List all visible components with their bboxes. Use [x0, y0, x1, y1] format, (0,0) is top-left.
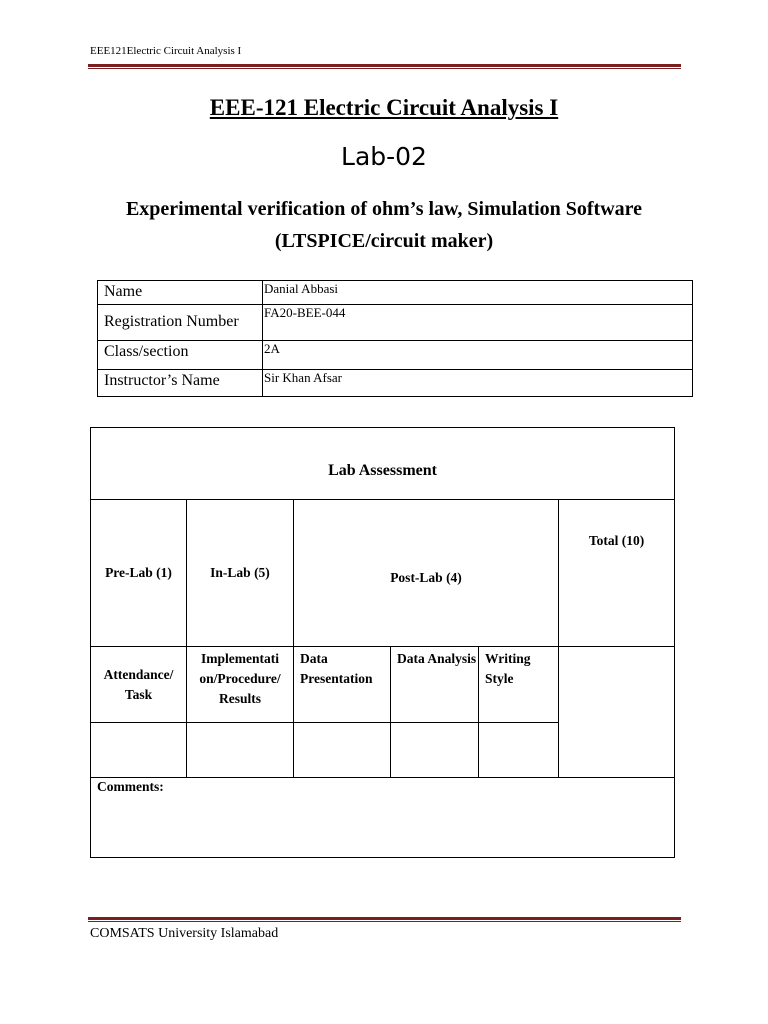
name-value: Danial Abbasi [263, 281, 693, 305]
experiment-title-line2: (LTSPICE/circuit maker) [274, 230, 494, 252]
table-row [98, 341, 693, 370]
running-header: EEE121Electric Circuit Analysis I [90, 45, 242, 57]
table-row [91, 428, 675, 500]
assessment-heading: Lab Assessment [91, 428, 675, 500]
total-header: Total (10) [559, 500, 675, 647]
data-presentation-score-cell [294, 723, 391, 778]
implementation-score-cell [187, 723, 294, 778]
data-analysis-header: Data Analysis [391, 647, 479, 723]
running-footer: COMSATS University Islamabad [90, 926, 279, 941]
data-analysis-score-cell [391, 723, 479, 778]
attendance-score-cell [91, 723, 187, 778]
table-row [98, 370, 693, 397]
instructor-label: Instructor’s Name [98, 370, 263, 397]
lab-assessment-table [90, 427, 675, 858]
data-presentation-header: Data Presentation [294, 647, 391, 723]
total-score-cell [559, 647, 675, 778]
implementation-header: Implementati on/Procedure/ Results [187, 647, 294, 723]
post-lab-header: Post-Lab (4) [294, 500, 559, 647]
comments-cell [91, 778, 675, 858]
name-label: Name [98, 281, 263, 305]
writing-style-header: Writing Style [479, 647, 559, 723]
class-section-value: 2A [263, 341, 693, 370]
registration-label: Registration Number [98, 305, 263, 341]
header-rule [88, 64, 681, 69]
comments-label: Comments: [97, 779, 164, 794]
attendance-task-header: Attendance/ Task [91, 647, 187, 723]
class-section-label: Class/section [98, 341, 263, 370]
registration-value: FA20-BEE-044 [263, 305, 693, 341]
student-info-table [97, 280, 693, 397]
in-lab-header: In-Lab (5) [187, 500, 294, 647]
experiment-title [60, 193, 708, 257]
table-row [98, 281, 693, 305]
table-row [91, 778, 675, 858]
pre-lab-header: Pre-Lab (1) [91, 500, 187, 647]
course-title: EEE-121 Electric Circuit Analysis I [209, 95, 559, 120]
table-row [91, 647, 675, 723]
instructor-value: Sir Khan Afsar [263, 370, 693, 397]
writing-style-score-cell [479, 723, 559, 778]
table-row [91, 500, 675, 647]
lab-number: Lab-02 [341, 142, 427, 171]
table-row [98, 305, 693, 341]
experiment-title-line1: Experimental verification of ohm’s law, Simulation Software [125, 198, 643, 220]
footer-rule [88, 917, 681, 922]
